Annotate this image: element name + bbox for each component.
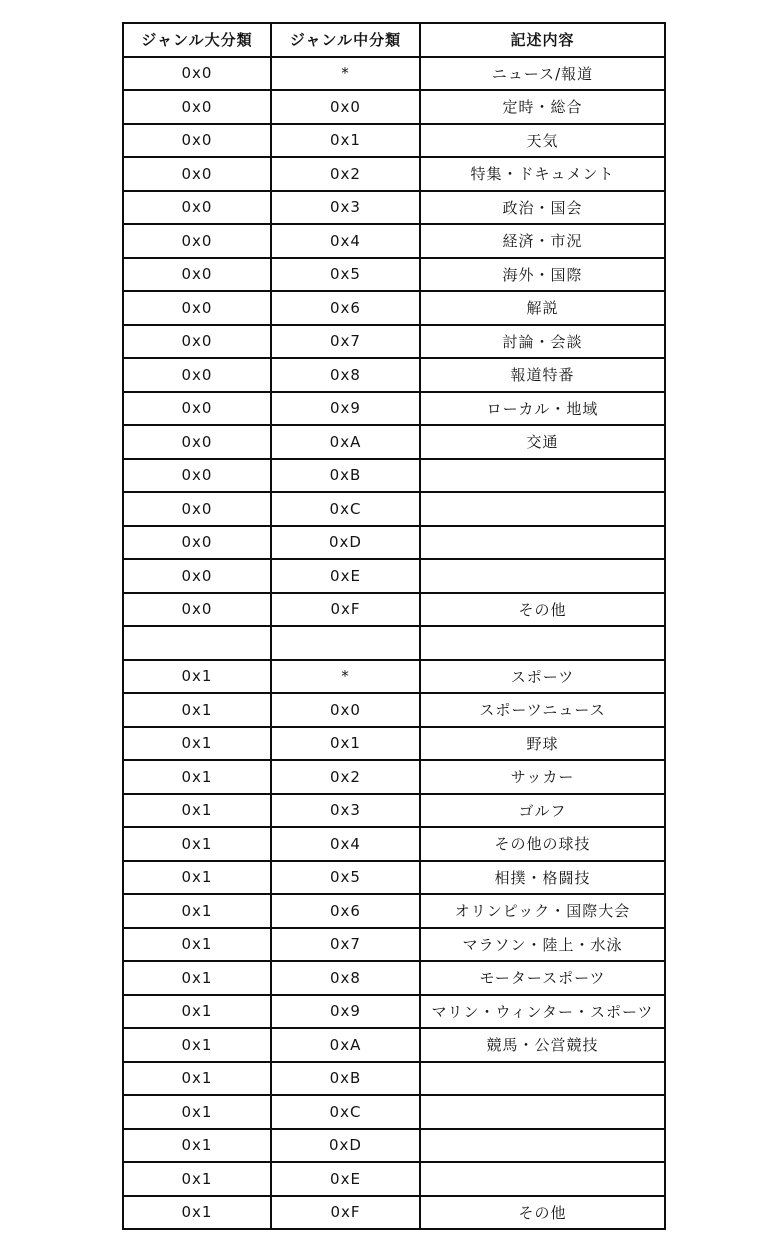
table-cell: 経済・市況	[420, 224, 665, 258]
table-cell: 野球	[420, 727, 665, 761]
table-cell: 0xA	[271, 425, 420, 459]
table-cell: ローカル・地域	[420, 392, 665, 426]
table-cell: 0x1	[123, 1095, 271, 1129]
table-cell: 0x2	[271, 157, 420, 191]
header-genre-middle: ジャンル中分類	[271, 23, 420, 57]
table-cell: 0x4	[271, 827, 420, 861]
table-cell: 0xD	[271, 1129, 420, 1163]
table-cell	[271, 626, 420, 660]
table-cell: 0xD	[271, 526, 420, 560]
table-row	[123, 1095, 665, 1129]
table-cell: 0x7	[271, 928, 420, 962]
table-cell: 0x1	[271, 727, 420, 761]
table-cell: 0xB	[271, 459, 420, 493]
table-row	[123, 224, 665, 258]
table-row	[123, 1062, 665, 1096]
table-cell: その他	[420, 1196, 665, 1230]
table-cell: マリン・ウィンター・スポーツ	[420, 995, 665, 1029]
table-cell: 0xE	[271, 559, 420, 593]
table-cell: 0x6	[271, 291, 420, 325]
table-cell: 0x1	[123, 1028, 271, 1062]
table-cell: 0x0	[271, 90, 420, 124]
table-cell: 0x1	[123, 727, 271, 761]
table-cell: 0x0	[123, 57, 271, 91]
table-cell: 報道特番	[420, 358, 665, 392]
table-cell: 0x0	[123, 526, 271, 560]
table-cell: 0x1	[123, 1196, 271, 1230]
table-row	[123, 559, 665, 593]
table-cell	[420, 559, 665, 593]
table-cell: 0x3	[271, 191, 420, 225]
table-row	[123, 291, 665, 325]
table-cell: 0x1	[123, 1129, 271, 1163]
table-cell: 0x1	[123, 995, 271, 1029]
table-cell	[420, 626, 665, 660]
table-row	[123, 894, 665, 928]
table-cell: オリンピック・国際大会	[420, 894, 665, 928]
header-description: 記述内容	[420, 23, 665, 57]
table-cell: 0x8	[271, 358, 420, 392]
table-cell: ゴルフ	[420, 794, 665, 828]
table-row	[123, 827, 665, 861]
table-cell: 0x1	[123, 827, 271, 861]
table-row	[123, 57, 665, 91]
table-cell: 0x0	[123, 358, 271, 392]
table-cell: 0x0	[123, 559, 271, 593]
table-cell: 0x1	[123, 961, 271, 995]
table-cell	[420, 1129, 665, 1163]
table-row	[123, 124, 665, 158]
table-cell: 0x0	[123, 492, 271, 526]
table-cell: 0x0	[123, 593, 271, 627]
table-cell: 0xE	[271, 1162, 420, 1196]
table-cell: スポーツ	[420, 660, 665, 694]
table-cell: 0xC	[271, 492, 420, 526]
table-cell: 0x3	[271, 794, 420, 828]
table-cell: *	[271, 660, 420, 694]
header-genre-major: ジャンル大分類	[123, 23, 271, 57]
table-cell: 相撲・格闘技	[420, 861, 665, 895]
table-cell	[420, 1095, 665, 1129]
table-cell: 交通	[420, 425, 665, 459]
table-cell: 0xB	[271, 1062, 420, 1096]
table-cell: 0x0	[123, 157, 271, 191]
table-row	[123, 358, 665, 392]
table-cell: 定時・総合	[420, 90, 665, 124]
table-cell: 天気	[420, 124, 665, 158]
table-row	[123, 660, 665, 694]
table-cell: 0x1	[123, 1162, 271, 1196]
table-cell: 0x1	[123, 861, 271, 895]
table-cell: 0xA	[271, 1028, 420, 1062]
table-cell: 0x0	[123, 90, 271, 124]
table-cell: 0x0	[123, 325, 271, 359]
table-cell: 0x1	[123, 660, 271, 694]
table-cell	[420, 1062, 665, 1096]
table-row	[123, 191, 665, 225]
table-cell: スポーツニュース	[420, 693, 665, 727]
table-row	[123, 760, 665, 794]
table-header-row	[123, 23, 665, 57]
table-cell: 0x1	[123, 928, 271, 962]
table-cell: 解説	[420, 291, 665, 325]
table-cell: マラソン・陸上・水泳	[420, 928, 665, 962]
genre-classification-table	[122, 22, 666, 1230]
table-row	[123, 1028, 665, 1062]
table-cell: 0x0	[123, 425, 271, 459]
table-row	[123, 425, 665, 459]
table-row	[123, 90, 665, 124]
table-cell: 0x1	[123, 760, 271, 794]
table-cell: 0x5	[271, 258, 420, 292]
table-cell: 競馬・公営競技	[420, 1028, 665, 1062]
table-row	[123, 861, 665, 895]
table-cell: 0x0	[123, 191, 271, 225]
table-row	[123, 928, 665, 962]
table-cell: 0x2	[271, 760, 420, 794]
table-cell	[420, 526, 665, 560]
table-cell: 0x1	[123, 1062, 271, 1096]
table-row	[123, 325, 665, 359]
table-cell: 0x0	[123, 224, 271, 258]
table-cell: 0xF	[271, 1196, 420, 1230]
table-cell: 0x0	[271, 693, 420, 727]
table-cell	[420, 459, 665, 493]
table-cell: 0xC	[271, 1095, 420, 1129]
table-cell	[420, 492, 665, 526]
table-cell	[420, 1162, 665, 1196]
table-cell: 0x0	[123, 124, 271, 158]
table-cell: 0x0	[123, 291, 271, 325]
table-cell: サッカー	[420, 760, 665, 794]
table-row	[123, 626, 665, 660]
table-cell	[123, 626, 271, 660]
table-cell: 政治・国会	[420, 191, 665, 225]
table-cell: 0x1	[123, 894, 271, 928]
table-row	[123, 995, 665, 1029]
table-row	[123, 693, 665, 727]
table-cell: 0x1	[123, 693, 271, 727]
table-cell: モータースポーツ	[420, 961, 665, 995]
table-cell: ニュース/報道	[420, 57, 665, 91]
table-row	[123, 1162, 665, 1196]
table-cell: 0x1	[123, 794, 271, 828]
table-row	[123, 1196, 665, 1230]
table-row	[123, 459, 665, 493]
table-cell: 0x9	[271, 995, 420, 1029]
table-cell: 0x0	[123, 459, 271, 493]
table-cell: 0x4	[271, 224, 420, 258]
table-cell: 0x5	[271, 861, 420, 895]
table-cell: 特集・ドキュメント	[420, 157, 665, 191]
table-row	[123, 258, 665, 292]
table-cell: 0x1	[271, 124, 420, 158]
table-cell: 0x0	[123, 392, 271, 426]
table-row	[123, 1129, 665, 1163]
table-row	[123, 727, 665, 761]
table-row	[123, 492, 665, 526]
table-cell: 0x7	[271, 325, 420, 359]
table-row	[123, 961, 665, 995]
table-row	[123, 794, 665, 828]
table-cell: *	[271, 57, 420, 91]
table-cell: 討論・会談	[420, 325, 665, 359]
table-body	[123, 57, 665, 1230]
table-cell: 0x8	[271, 961, 420, 995]
table-cell: 海外・国際	[420, 258, 665, 292]
table-row	[123, 526, 665, 560]
table-row	[123, 157, 665, 191]
table-cell: その他	[420, 593, 665, 627]
table-row	[123, 392, 665, 426]
table-cell: 0xF	[271, 593, 420, 627]
table-cell: 0x6	[271, 894, 420, 928]
table-cell: 0x9	[271, 392, 420, 426]
table-cell: その他の球技	[420, 827, 665, 861]
table-cell: 0x0	[123, 258, 271, 292]
table-row	[123, 593, 665, 627]
